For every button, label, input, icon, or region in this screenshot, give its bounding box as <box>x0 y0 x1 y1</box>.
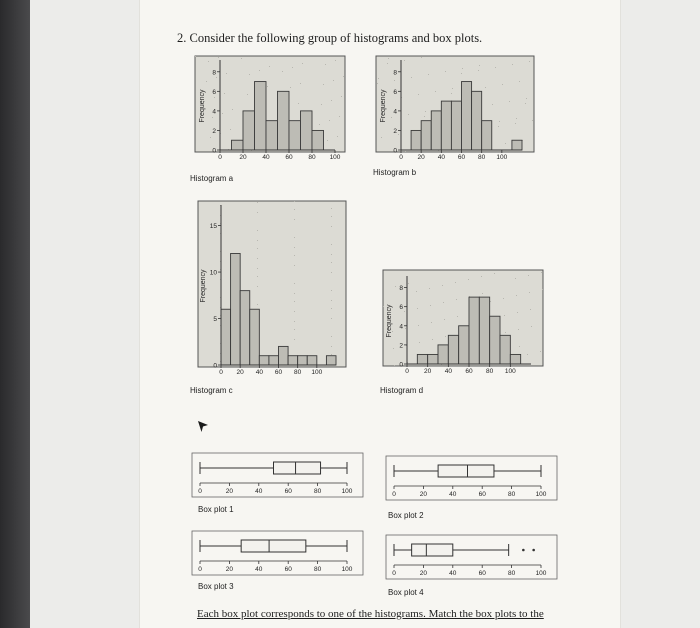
box-plot-1-x-tick-label: 100 <box>341 488 353 495</box>
histogram-d-x-tick-label: 20 <box>424 368 432 375</box>
histogram-d-bar <box>479 297 489 364</box>
histogram-b-y-tick-label: 0 <box>393 147 397 155</box>
histogram-b-bar <box>421 121 431 150</box>
histogram-b-bar <box>512 140 522 150</box>
histogram-b-y-axis-label: Frequency <box>380 89 387 123</box>
histogram-c-y-tick-label: 10 <box>209 269 217 277</box>
histogram-d-x-tick-label: 80 <box>486 368 494 375</box>
histogram-b-bar <box>441 101 451 150</box>
histogram-c-chart <box>194 197 350 379</box>
histogram-d-bar <box>417 354 427 364</box>
histogram-b-y-tick-label: 8 <box>393 69 397 77</box>
histogram-b-x-tick-label: 100 <box>496 154 508 161</box>
histogram-a-bar <box>278 91 290 150</box>
histogram-b-y-tick-label: 4 <box>393 108 397 116</box>
histogram-d-bar <box>490 316 500 364</box>
histogram-d-chart <box>377 266 547 381</box>
box-plot-4-chart <box>384 534 559 582</box>
histogram-b-y-tick-label: 6 <box>393 88 397 96</box>
histogram-a-bar <box>266 121 278 150</box>
box-plot-1-x-tick-label: 20 <box>225 488 234 495</box>
box-plot-2-x-tick-label: 0 <box>392 491 396 498</box>
histogram-a-x-tick-label: 100 <box>329 154 341 161</box>
histogram-b-y-tick-label: 2 <box>393 127 397 135</box>
histogram-a-bar <box>289 121 301 150</box>
box-plot-3-x-tick-label: 40 <box>255 566 263 573</box>
histogram-d-x-tick-label: 40 <box>444 368 452 375</box>
histogram-d-y-tick-label: 8 <box>399 285 403 293</box>
footer-instruction-text: Each box plot corresponds to one of the histograms. Match the box plots to the <box>197 608 544 620</box>
histogram-a-y-tick-label: 0 <box>212 147 216 155</box>
box-plot-4-box <box>412 544 453 556</box>
histogram-b-x-tick-label: 60 <box>457 154 466 161</box>
box-plot-4-outlier <box>522 549 525 552</box>
histogram-a-x-tick-label: 80 <box>308 154 316 161</box>
box-plot-2-x-tick-label: 100 <box>535 491 547 498</box>
histogram-b-bar <box>411 130 421 150</box>
histogram-c-bar <box>221 309 231 365</box>
box-plot-2-x-tick-label: 20 <box>419 491 428 498</box>
histogram-c-y-tick-label: 5 <box>213 316 217 324</box>
histogram-c-bar <box>288 356 298 365</box>
histogram-d-bar <box>459 326 469 364</box>
box-plot-1-frame <box>192 453 363 497</box>
box-plot-1-caption: Box plot 1 <box>198 505 234 514</box>
mouse-cursor-icon <box>197 420 209 434</box>
histogram-c-x-tick-label: 0 <box>219 369 223 376</box>
histogram-c-bar <box>279 346 289 365</box>
histogram-b-caption: Histogram b <box>373 168 417 177</box>
box-plot-4-x-tick-label: 40 <box>449 570 457 577</box>
histogram-b-bar <box>462 82 472 150</box>
histogram-c-bar <box>307 356 317 365</box>
histogram-a-x-tick-label: 20 <box>239 154 247 161</box>
histogram-d-y-tick-label: 0 <box>399 361 403 369</box>
box-plot-3-box <box>241 540 306 552</box>
box-plot-1-x-tick-label: 60 <box>284 488 292 495</box>
histogram-c-x-tick-label: 60 <box>274 369 283 376</box>
box-plot-4-x-tick-label: 20 <box>419 570 428 577</box>
question-text: 2. Consider the following group of histograms and box plots. <box>177 31 483 45</box>
histogram-d-bar <box>510 354 520 364</box>
histogram-c-bar <box>259 356 269 365</box>
box-plot-4-outlier <box>532 549 535 552</box>
photo-dark-edge <box>0 0 30 628</box>
box-plot-1-box <box>274 462 321 474</box>
histogram-a-x-tick-label: 40 <box>262 154 270 161</box>
box-plot-4-x-tick-label: 0 <box>392 570 396 577</box>
box-plot-1-x-tick-label: 0 <box>198 488 202 495</box>
histogram-b-bar <box>451 101 461 150</box>
histogram-c-y-tick-label: 0 <box>213 362 217 370</box>
histogram-b-x-tick-label: 0 <box>399 154 403 161</box>
box-plot-2-box <box>438 465 494 477</box>
histogram-c-caption: Histogram c <box>190 386 233 395</box>
histogram-d-bar <box>448 335 458 364</box>
histogram-a-y-axis-label: Frequency <box>199 89 206 123</box>
histogram-d-bar <box>500 335 510 364</box>
histogram-a-y-tick-label: 6 <box>212 88 216 96</box>
box-plot-3-x-tick-label: 20 <box>225 566 234 573</box>
histogram-d-y-tick-label: 6 <box>399 304 403 312</box>
histogram-c-bar <box>298 356 308 365</box>
histogram-a-chart <box>187 52 353 167</box>
box-plot-4-frame <box>386 535 557 579</box>
histogram-a-x-tick-label: 60 <box>285 154 293 161</box>
histogram-d-bar <box>428 354 438 364</box>
histogram-a-bar <box>255 82 267 150</box>
box-plot-1-x-tick-label: 40 <box>255 488 263 495</box>
histogram-a-x-tick-label: 0 <box>218 154 222 161</box>
histogram-a-y-tick-label: 2 <box>212 127 216 135</box>
box-plot-2-caption: Box plot 2 <box>388 511 424 520</box>
histogram-c-x-tick-label: 20 <box>236 369 244 376</box>
histogram-c-y-axis-label: Frequency <box>200 269 207 303</box>
histogram-a-y-tick-label: 8 <box>212 69 216 77</box>
histogram-b-x-tick-label: 80 <box>478 154 486 161</box>
histogram-b-bar <box>482 121 492 150</box>
histogram-d-x-tick-label: 0 <box>405 368 409 375</box>
histogram-d-bar <box>469 297 479 364</box>
histogram-a-bar <box>312 130 324 150</box>
box-plot-2-frame <box>386 456 557 500</box>
box-plot-3-caption: Box plot 3 <box>198 582 234 591</box>
box-plot-2-chart <box>384 455 559 503</box>
histogram-c-bar <box>269 356 279 365</box>
histogram-a-bar <box>301 111 313 150</box>
box-plot-4-x-tick-label: 60 <box>478 570 486 577</box>
box-plot-2-x-tick-label: 60 <box>478 491 486 498</box>
histogram-c-x-tick-label: 80 <box>294 369 302 376</box>
histogram-b-x-tick-label: 20 <box>417 154 425 161</box>
histogram-d-x-tick-label: 100 <box>504 368 516 375</box>
histogram-c-y-tick-label: 15 <box>209 223 217 231</box>
box-plot-4-caption: Box plot 4 <box>388 588 424 597</box>
histogram-a-caption: Histogram a <box>190 174 234 183</box>
histogram-c-x-tick-label: 40 <box>255 369 263 376</box>
histogram-d-y-axis-label: Frequency <box>386 304 393 338</box>
histogram-c-bar <box>326 356 336 365</box>
box-plot-2-x-tick-label: 80 <box>507 491 516 498</box>
box-plot-4-x-tick-label: 100 <box>535 570 547 577</box>
box-plot-3-frame <box>192 531 363 575</box>
histogram-d-y-tick-label: 4 <box>399 323 403 331</box>
histogram-c-bar <box>250 309 260 365</box>
box-plot-3-chart <box>190 530 365 578</box>
box-plot-1-x-tick-label: 80 <box>313 488 322 495</box>
histogram-c-bar <box>231 253 241 365</box>
histogram-d-caption: Histogram d <box>380 386 424 395</box>
histogram-b-bar <box>472 91 482 150</box>
box-plot-3-x-tick-label: 100 <box>341 566 353 573</box>
box-plot-1-chart <box>190 452 365 500</box>
histogram-a-y-tick-label: 4 <box>212 108 216 116</box>
histogram-d-bar <box>438 345 448 364</box>
box-plot-3-x-tick-label: 60 <box>284 566 292 573</box>
box-plot-3-x-tick-label: 0 <box>198 566 202 573</box>
histogram-a-bar <box>232 140 244 150</box>
box-plot-4-x-tick-label: 80 <box>507 570 516 577</box>
histogram-c-bar <box>240 291 250 365</box>
histogram-d-y-tick-label: 2 <box>399 342 403 350</box>
histogram-b-chart <box>372 52 538 164</box>
histogram-d-x-tick-label: 60 <box>465 368 473 375</box>
histogram-b-x-tick-label: 40 <box>437 154 445 161</box>
box-plot-3-x-tick-label: 80 <box>313 566 322 573</box>
histogram-b-bar <box>431 111 441 150</box>
box-plot-2-x-tick-label: 40 <box>449 491 457 498</box>
histogram-a-bar <box>243 111 255 150</box>
histogram-c-x-tick-label: 100 <box>311 369 323 376</box>
